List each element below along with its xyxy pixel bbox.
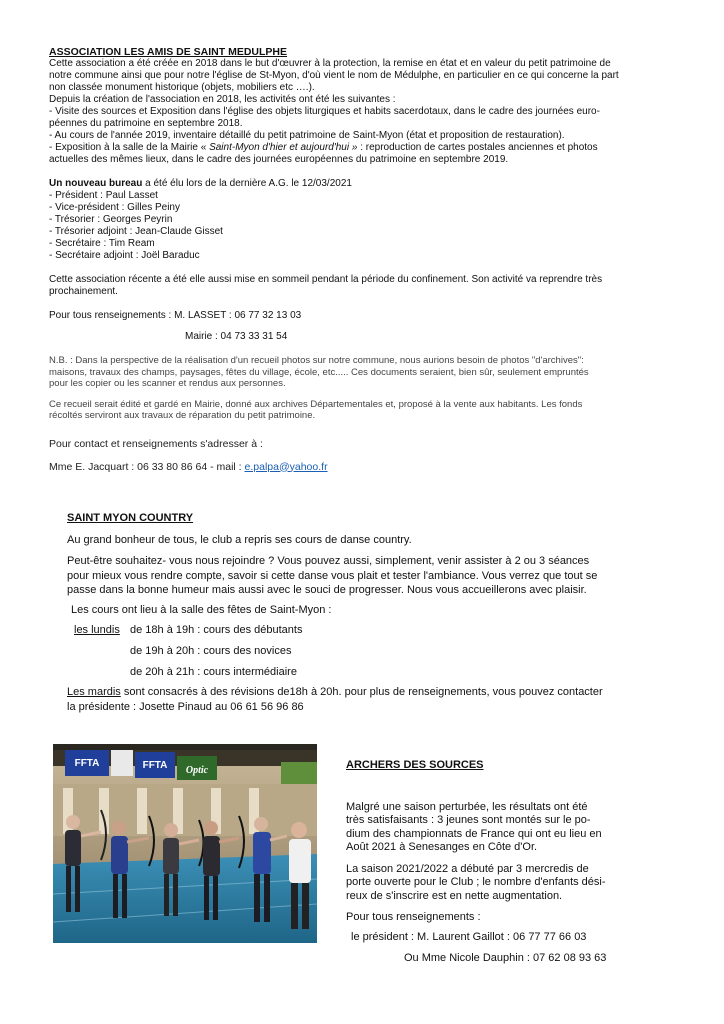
banner-white bbox=[111, 750, 133, 776]
schedule-slot: de 18h à 19h : cours des débutants bbox=[130, 624, 303, 636]
archers-rens: Pour tous renseignements : bbox=[346, 911, 481, 923]
country-section bbox=[67, 511, 687, 714]
archers-text-line: dium des championnats de France qui ont eu lieu en bbox=[346, 827, 602, 840]
assoc-intro-line: Cette association a été créée en 2018 dans le but d'œuvrer à la protection, la remise en état et en valeur du petit patrimoine de bbox=[49, 58, 611, 69]
assoc-intro-line: Depuis la création de l'association en 2018, les activités ont été les suivantes : bbox=[49, 94, 396, 105]
archers-text-line: très satisfaisants : 3 jeunes sont montés sur le po- bbox=[346, 814, 591, 826]
archers-title: ARCHERS DES SOURCES bbox=[346, 759, 484, 771]
ffta-banner-text: FFTA bbox=[74, 758, 100, 769]
mardis-label: Les mardis bbox=[67, 686, 121, 698]
target-row bbox=[53, 784, 317, 836]
schedule-slot: de 20h à 21h : cours intermédiaire bbox=[130, 666, 297, 678]
renseignements-line: Pour tous renseignements : M. LASSET : 06 77 32 13 03 bbox=[49, 310, 302, 321]
contact-heading: Pour contact et renseignements s'adresser à : bbox=[49, 437, 263, 450]
contact-line bbox=[49, 461, 689, 473]
country-text-line: Peut-être souhaitez- vous nous rejoindre ? Vous pouvez aussi, simplement, venir assister à 2 ou 3 séances bbox=[67, 555, 590, 567]
country-text-line: passe dans la bonne humeur mais aussi avec le souci de progresser. Nous vous accueillerons avec plaisir. bbox=[67, 584, 587, 596]
country-title: SAINT MYON COUNTRY bbox=[67, 512, 194, 524]
archers-president: le président : M. Laurent Gaillot : 06 77 77 66 03 bbox=[351, 930, 587, 943]
mairie-line: Mairie : 04 73 33 31 54 bbox=[185, 331, 288, 342]
optic-banner-text: Optic bbox=[185, 765, 209, 776]
assoc-intro-line: notre commune ainsi que pour notre l'église de St-Myon, d'où vient le nom de Médulphe, en particulier en ce qui concerne la part bbox=[49, 70, 619, 81]
recueil-line: récoltés serviront aux travaux de réparation du petit patrimoine. bbox=[49, 410, 316, 421]
archery-photo bbox=[53, 744, 317, 943]
association-title: ASSOCIATION LES AMIS DE SAINT MEDULPHE bbox=[49, 46, 288, 58]
archers-text-line: La saison 2021/2022 a débuté par 3 mercredis de bbox=[346, 862, 589, 875]
assoc-intro-line: péennes du patrimoine en septembre 2018. bbox=[49, 118, 243, 129]
archers-mme: Ou Mme Nicole Dauphin : 07 62 08 93 63 bbox=[404, 952, 607, 964]
expo-line-2: actuelles des mêmes lieux, dans le cadre des journées européennes du patrimoine en septembre 2019. bbox=[49, 154, 509, 165]
bureau-bold: Un nouveau bureau bbox=[49, 178, 143, 189]
assoc-intro-line: - Au cours de l'année 2019, inventaire détaillé du petit patrimoine de Saint-Myon (état et proposition de restauration). bbox=[49, 130, 565, 141]
bureau-member: - Secrétaire : Tim Ream bbox=[49, 238, 155, 249]
archers-text-line: reux de s'inscrire est en nette augmentation. bbox=[346, 889, 563, 902]
contact-prefix: Mme E. Jacquart : 06 33 80 86 64 - mail : bbox=[49, 460, 245, 473]
nb-line: pour les copier ou les scanner et rendus aux personnes. bbox=[49, 378, 286, 389]
schedule-slot: de 19h à 20h : cours des novices bbox=[130, 645, 292, 657]
archers-text-line: Août 2021 à Senesanges en Côte d'Or. bbox=[346, 841, 538, 853]
expo-title: Saint-Myon d'hier et aujourd'hui » bbox=[209, 142, 358, 153]
presidente-line: la présidente : Josette Pinaud au 06 61 56 96 86 bbox=[67, 700, 304, 713]
contact-email-link[interactable]: e.palpa@yahoo.fr bbox=[244, 460, 328, 473]
mardis-line bbox=[67, 685, 687, 700]
archers-text-line: porte ouverte pour le Club ; le nombre d'enfants dési- bbox=[346, 876, 606, 888]
country-text-line: pour mieux vous rendre compte, savoir si cette danse vous plait et tester l'ambiance. Vous verrez que tout se bbox=[67, 569, 598, 582]
lundis-label: les lundis bbox=[74, 624, 120, 636]
schedule-lundi-1 bbox=[67, 623, 687, 638]
archers-text-line: Malgré une saison perturbée, les résultats ont été bbox=[346, 800, 588, 813]
bureau-member: - Trésorier : Georges Peyrin bbox=[49, 214, 173, 225]
bureau-member: - Secrétaire adjoint : Joël Baraduc bbox=[49, 250, 200, 261]
recueil-line: Ce recueil serait édité et gardé en Mairie, donné aux archives Départementales et, proposé à la vente aux habitants. Les fonds bbox=[49, 398, 583, 410]
expo-suffix: : reproduction de cartes postales anciennes et photos bbox=[357, 142, 598, 153]
ffta-banner-text: FFTA bbox=[142, 760, 168, 771]
schedule-lundi-3 bbox=[67, 665, 687, 680]
nb-line: N.B. : Dans la perspective de la réalisation d'un recueil photos sur notre commune, nous aurions besoin de photos "d'archives": bbox=[49, 355, 584, 366]
bureau-member: - Vice-président : Gilles Peiny bbox=[49, 202, 180, 213]
expo-prefix: - Exposition à la salle de la Mairie « bbox=[49, 142, 210, 153]
mardis-rest: sont consacrés à des révisions de18h à 20h. pour plus de renseignements, vous pouvez contacter bbox=[120, 686, 603, 698]
archery-photo-illustration bbox=[53, 744, 317, 943]
bureau-rest: a été élu lors de la dernière A.G. le 12/03/2021 bbox=[142, 178, 352, 189]
bureau-member: - Président : Paul Lasset bbox=[49, 190, 158, 201]
bureau-heading bbox=[49, 178, 689, 190]
floor bbox=[53, 854, 317, 943]
nb-line: maisons, travaux des champs, paysages, fêtes du village, école, etc..... Ces documents seraient, bien sûr, seulement empruntés bbox=[49, 366, 589, 378]
expo-line bbox=[49, 142, 689, 154]
assoc-intro-line: non classée monument historique (objets, mobiliers etc ….). bbox=[49, 82, 315, 93]
sommeil-line: Cette association récente a été elle aussi mise en sommeil pendant la période du confinement. Son activité va reprendre très bbox=[49, 274, 603, 285]
archers-section bbox=[346, 759, 646, 966]
country-intro: Au grand bonheur de tous, le club a repris ses cours de danse country. bbox=[67, 533, 412, 546]
bureau-member: - Trésorier adjoint : Jean-Claude Gisset bbox=[49, 226, 223, 237]
schedule-lundi-2 bbox=[67, 644, 687, 659]
association-section bbox=[49, 46, 689, 473]
assoc-intro-line: - Visite des sources et Exposition dans l'église des objets liturgiques et habits sacerdotaux, dans le cadre des journées euro- bbox=[49, 106, 600, 117]
country-lieu: Les cours ont lieu à la salle des fêtes de Saint-Myon : bbox=[71, 603, 332, 616]
sommeil-line: prochainement. bbox=[49, 286, 118, 297]
